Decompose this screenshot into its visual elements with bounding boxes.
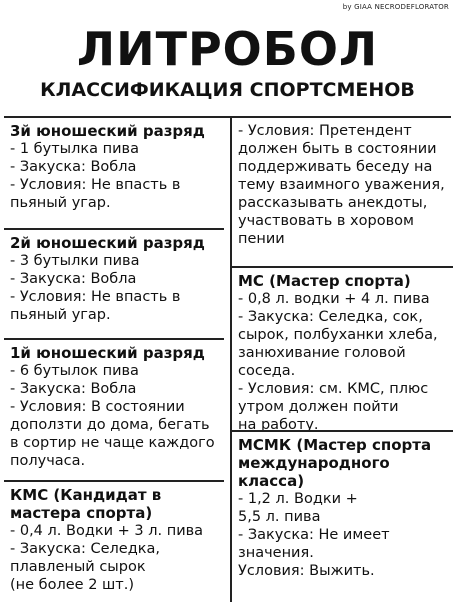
rank-detail-line: утром должен пойти	[238, 399, 399, 415]
rank-detail-line: плавленый сырок	[10, 559, 146, 575]
rank-detail-line: тему взаимного уважения,	[238, 177, 445, 193]
rank-detail-line: - Условия: В состоянии	[10, 399, 185, 415]
left-rank-cell	[4, 230, 224, 324]
rank-detail-line: - 0,4 л. Водки + 3 л. пива	[10, 523, 204, 539]
rank-detail-line: участвовать в хоровом	[238, 213, 414, 229]
rank-detail-line: - 1 бутылка пива	[10, 141, 139, 157]
author-credit: by GIAA NECRODEFLORATOR	[342, 3, 449, 11]
rank-heading: класса)	[238, 472, 305, 490]
right-rank-cell	[232, 432, 453, 580]
left-rank-cell	[4, 340, 224, 470]
right-column	[230, 118, 453, 602]
rank-detail-line: доползти до дома, бегать	[10, 417, 210, 433]
rank-heading: 3й юношеский разряд	[10, 122, 205, 140]
rank-detail-line: Условия: Выжить.	[238, 563, 375, 579]
rank-detail-line: - Условия: Претендент	[238, 123, 412, 139]
rank-detail-line: - 6 бутылок пива	[10, 363, 139, 379]
rank-detail-line: пьяный угар.	[10, 195, 111, 211]
rank-detail-line: - Закуска: Вобла	[10, 159, 137, 175]
rank-detail-line: в сортир не чаще каждого	[10, 435, 215, 451]
rank-detail-line: - Закуска: Вобла	[10, 271, 137, 287]
left-rank-cell	[4, 118, 224, 212]
rank-heading: 1й юношеский разряд	[10, 344, 205, 362]
rank-detail-line: пьяный угар.	[10, 307, 111, 323]
rank-detail-line: - Условия: Не впасть в	[10, 289, 181, 305]
rank-detail-line: соседа.	[238, 363, 296, 379]
rank-heading: международного	[238, 454, 390, 472]
rank-detail-line: - Закуска: Вобла	[10, 381, 137, 397]
left-rank-cell	[4, 482, 224, 594]
right-rank-cell	[232, 268, 453, 434]
rank-detail-line: сырок, полбуханки хлеба,	[238, 327, 438, 343]
rank-heading: КМС (Кандидат в	[10, 486, 162, 504]
rank-detail-line: - Условия: см. КМС, плюс	[238, 381, 429, 397]
rank-detail-line: 5,5 л. пива	[238, 509, 321, 525]
rank-detail-line: (не более 2 шт.)	[10, 577, 135, 593]
rank-heading: мастера спорта)	[10, 504, 153, 522]
rank-detail-line: - Закуска: Не имеет	[238, 527, 390, 543]
rank-detail-line: на работу.	[238, 417, 319, 433]
left-column	[4, 118, 224, 602]
rank-heading: МСМК (Мастер спорта	[238, 436, 432, 454]
rank-heading: МС (Мастер спорта)	[238, 272, 411, 290]
rank-heading: 2й юношеский разряд	[10, 234, 205, 252]
page-title: ЛИТРОБОЛ	[76, 22, 379, 76]
rank-detail-line: пении	[238, 231, 285, 247]
rank-detail-line: - Закуска: Селедка, сок,	[238, 309, 423, 325]
rank-detail-line: - 0,8 л. водки + 4 л. пива	[238, 291, 430, 307]
rank-detail-line: значения.	[238, 545, 314, 561]
right-rank-cell	[232, 118, 453, 248]
classification-table	[4, 116, 451, 602]
rank-detail-line: рассказывать анекдоты,	[238, 195, 428, 211]
rank-detail-line: - Условия: Не впасть в	[10, 177, 181, 193]
rank-detail-line: - 1,2 л. Водки +	[238, 491, 358, 507]
page-subtitle: КЛАССИФИКАЦИЯ СПОРТСМЕНОВ	[40, 79, 415, 101]
rank-detail-line: - 3 бутылки пива	[10, 253, 140, 269]
rank-detail-line: - Закуска: Селедка,	[10, 541, 160, 557]
rank-detail-line: должен быть в состоянии	[238, 141, 437, 157]
rank-detail-line: занюхивание головой	[238, 345, 406, 361]
rank-detail-line: получаса.	[10, 453, 86, 469]
rank-detail-line: поддерживать беседу на	[238, 159, 433, 175]
